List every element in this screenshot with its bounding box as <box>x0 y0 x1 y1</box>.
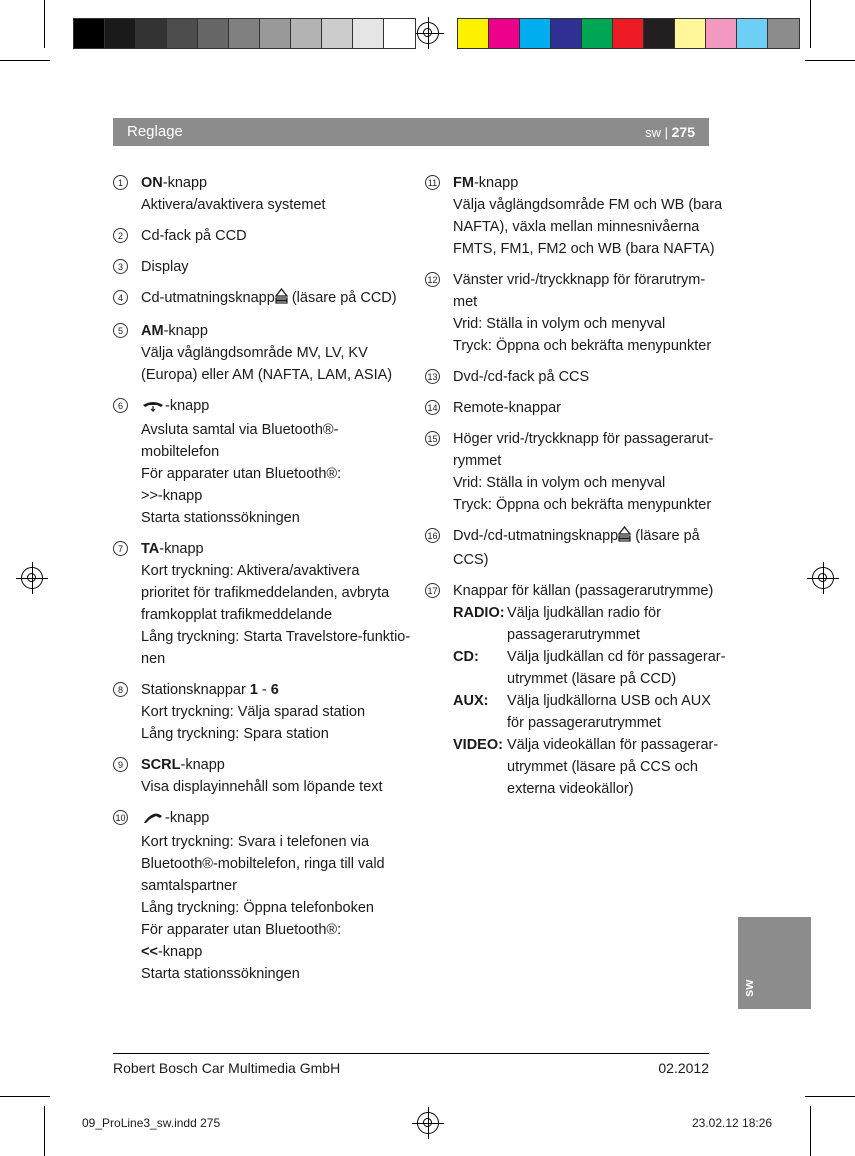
item-text-line: >>-knapp <box>141 488 203 504</box>
item-text-line: SCRL-knapp <box>141 757 225 773</box>
color-swatch <box>644 19 675 48</box>
crop-mark <box>44 0 45 48</box>
item-text-line: -knapp <box>141 395 403 419</box>
registration-mark-icon <box>812 567 834 589</box>
crop-mark <box>0 60 50 61</box>
gray-calibration-bar <box>73 18 416 49</box>
item-text-line: <<-knapp <box>141 944 203 960</box>
item-text-line: framkopplat trafikmeddelande <box>141 607 333 623</box>
item-number-badge: 8 <box>113 682 128 697</box>
item-number-badge: 6 <box>113 398 128 413</box>
legend-item <box>113 395 403 529</box>
crop-mark <box>805 60 855 61</box>
legend-item <box>425 580 726 800</box>
color-swatch <box>706 19 737 48</box>
item-text-line: Lång tryckning: Spara station <box>141 726 329 742</box>
item-text-line: Höger vrid-/tryckknapp för passagerarut- <box>453 431 714 447</box>
item-text-line: Stationsknappar 1 - 6 <box>141 682 279 698</box>
registration-mark-icon <box>21 567 43 589</box>
item-text-line: Visa displayinnehåll som löpande text <box>141 779 383 795</box>
item-text-line: NAFTA), växla mellan minnesnivåerna <box>453 219 700 235</box>
item-text-line: Tryck: Öppna och bekräfta menypunkter <box>453 338 712 354</box>
color-swatch <box>582 19 613 48</box>
item-text-line: CCS) <box>453 552 489 568</box>
item-number-badge: 14 <box>425 400 440 415</box>
item-text-line: Tryck: Öppna och bekräfta menypunkter <box>453 497 712 513</box>
item-text-line: ON-knapp <box>141 175 208 191</box>
color-swatch <box>551 19 582 48</box>
item-text-line: Vrid: Ställa in volym och menyval <box>453 475 666 491</box>
item-text-line: För apparater utan Bluetooth®: <box>141 466 342 482</box>
legend-item <box>425 397 715 419</box>
legend-item <box>425 269 715 357</box>
eject-icon <box>618 526 631 549</box>
footer-date: 02.2012 <box>658 1060 709 1076</box>
language-side-tab: sw <box>738 917 811 1009</box>
item-text-line: TA-knapp <box>141 541 204 557</box>
item-number-badge: 10 <box>113 810 128 825</box>
item-text-line: rymmet <box>453 453 502 469</box>
item-text-line: Cd-fack på CCD <box>141 228 247 244</box>
item-text-line: Starta stationssökningen <box>141 966 300 982</box>
legend-item <box>425 172 723 260</box>
page-number: sw | 275 <box>645 124 695 140</box>
crop-mark <box>810 1106 811 1156</box>
color-swatch <box>737 19 768 48</box>
item-text-line: Välja våglängdsområde MV, LV, KV <box>141 345 368 361</box>
item-text-line: Aktivera/avaktivera systemet <box>141 197 326 213</box>
item-text-line: mobiltelefon <box>141 444 220 460</box>
item-number-badge: 3 <box>113 259 128 274</box>
item-text-line: Vänster vrid-/tryckknapp för förarutrym- <box>453 272 706 288</box>
item-number-badge: 11 <box>425 175 440 190</box>
legend-item <box>113 679 403 745</box>
item-number-badge: 13 <box>425 369 440 384</box>
item-text-line: Välja våglängdsområde FM och WB (bara <box>453 197 723 213</box>
item-text-line: Dvd-/cd-fack på CCS <box>453 369 590 385</box>
color-swatch <box>489 19 520 48</box>
item-number-badge: 5 <box>113 323 128 338</box>
section-title: Reglage <box>127 123 183 140</box>
source-key-row: VIDEO: Välja videokällan för passagerar- utrymmet (läsare på CCS och externa videokällor) <box>453 737 719 797</box>
legend-item <box>113 320 403 386</box>
item-text-line: (Europa) eller AM (NAFTA, LAM, ASIA) <box>141 367 393 383</box>
footer-company: Robert Bosch Car Multimedia GmbH <box>113 1060 341 1076</box>
eject-icon <box>275 288 288 311</box>
hang-up-icon <box>141 397 165 419</box>
item-text-line: FM-knapp <box>453 175 519 191</box>
item-text-line: Lång tryckning: Öppna telefonboken <box>141 900 374 916</box>
slug-timestamp: 23.02.12 18:26 <box>692 1116 773 1130</box>
legend-item <box>113 807 403 985</box>
item-text-line: samtalspartner <box>141 878 237 894</box>
color-swatch <box>675 19 706 48</box>
item-text-line: Kort tryckning: Aktivera/avaktivera <box>141 563 360 579</box>
call-icon <box>141 809 165 831</box>
left-column <box>113 172 411 994</box>
item-text-line: Starta stationssökningen <box>141 510 300 526</box>
item-number-badge: 2 <box>113 228 128 243</box>
item-number-badge: 17 <box>425 583 440 598</box>
item-text-line: AM-knapp <box>141 323 208 339</box>
color-swatch <box>136 19 167 48</box>
item-text-line: Vrid: Ställa in volym och menyval <box>453 316 666 332</box>
color-calibration-bar <box>457 18 800 49</box>
legend-item <box>113 225 403 247</box>
footer-rule <box>113 1053 709 1054</box>
registration-mark-icon <box>417 1112 439 1134</box>
color-swatch <box>353 19 384 48</box>
color-swatch <box>167 19 198 48</box>
item-number-badge: 1 <box>113 175 128 190</box>
item-text-line: Remote-knappar <box>453 400 561 416</box>
crop-mark <box>0 1096 50 1097</box>
color-swatch <box>520 19 551 48</box>
item-text-line: Kort tryckning: Svara i telefonen via <box>141 834 370 850</box>
color-swatch <box>291 19 322 48</box>
legend-item <box>425 428 715 516</box>
source-key-row: AUX: Välja ljudkällorna USB och AUX för passagerarutrymmet <box>453 693 711 731</box>
right-column <box>425 172 726 809</box>
item-text-line: Dvd-/cd-utmatningsknapp (läsare på <box>453 525 715 549</box>
legend-item <box>425 366 715 388</box>
crop-mark <box>810 0 811 48</box>
color-swatch <box>74 19 105 48</box>
item-text-line: För apparater utan Bluetooth®: <box>141 922 342 938</box>
item-text-line: Display <box>141 259 189 275</box>
color-swatch <box>613 19 644 48</box>
legend-item <box>113 256 403 278</box>
item-number-badge: 16 <box>425 528 440 543</box>
item-number-badge: 15 <box>425 431 440 446</box>
color-swatch <box>198 19 229 48</box>
legend-item <box>425 525 715 571</box>
item-text-line: nen <box>141 651 166 667</box>
legend-item <box>113 538 411 670</box>
page-header <box>113 118 709 146</box>
legend-item <box>113 172 403 216</box>
item-text-line: FMTS, FM1, FM2 och WB (bara NAFTA) <box>453 241 715 257</box>
color-swatch <box>458 19 489 48</box>
item-text-line: prioritet för trafikmeddelanden, avbryta <box>141 585 390 601</box>
color-swatch <box>768 19 799 48</box>
crop-mark <box>805 1096 855 1097</box>
item-number-badge: 12 <box>425 272 440 287</box>
legend-item <box>113 287 403 311</box>
color-swatch <box>105 19 136 48</box>
item-text-line: Cd-utmatningsknapp (läsare på CCD) <box>141 287 403 311</box>
source-key-row: RADIO: Välja ljudkällan radio för passagerarutrymmet <box>453 605 661 643</box>
color-swatch <box>229 19 260 48</box>
item-text-line: Lång tryckning: Starta Travelstore-funktio- <box>141 629 411 645</box>
item-text-line: -knapp <box>141 807 403 831</box>
item-number-badge: 9 <box>113 757 128 772</box>
item-text-line: Bluetooth®-mobiltelefon, ringa till vald <box>141 856 385 872</box>
item-text-line: met <box>453 294 478 310</box>
crop-mark <box>44 1106 45 1156</box>
source-key-row: CD: Välja ljudkällan cd för passagerar- utrymmet (läsare på CCD) <box>453 649 726 687</box>
color-swatch <box>322 19 353 48</box>
legend-item <box>113 754 403 798</box>
item-text-line: Kort tryckning: Välja sparad station <box>141 704 366 720</box>
item-number-badge: 4 <box>113 290 128 305</box>
item-text-line: Knappar för källan (passagerarutrymme) <box>453 583 714 599</box>
registration-mark-icon <box>417 22 439 44</box>
slug-filename: 09_ProLine3_sw.indd 275 <box>82 1116 221 1130</box>
item-number-badge: 7 <box>113 541 128 556</box>
color-swatch <box>260 19 291 48</box>
item-text-line: Avsluta samtal via Bluetooth®- <box>141 422 339 438</box>
color-swatch <box>384 19 415 48</box>
